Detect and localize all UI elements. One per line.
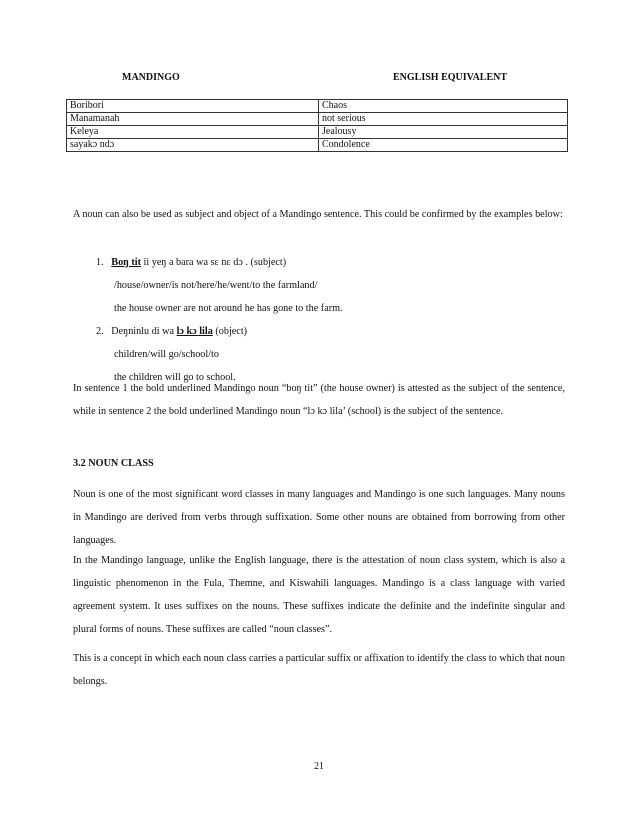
mandingo-cell: sayakɔ ndɔ xyxy=(67,139,319,152)
body-paragraph: In the Mandingo language, unlike the English language, there is the attestation of noun class system, which is also a linguistic phenomenon in the Fula, Themne, and Kiswahili languages. Mandingo is a class language with varied agreement system. It uses suffixes on the nouns. These suffixes indicate the definite and the indefinite singular and plural forms of nouns. These suffixes are called “noun classes”. xyxy=(73,555,565,635)
intro-paragraph: A noun can also be used as subject and object of a Mandingo sentence. This could be confirmed by the examples below: xyxy=(73,209,563,220)
example-sentence: ii yeŋ a bara wa sɛ nɛ dɔ . (subject) xyxy=(141,257,287,268)
table-row xyxy=(67,100,568,113)
vocabulary-table xyxy=(66,99,568,152)
example-sentence-start: Deŋninlu di wa xyxy=(111,326,177,337)
object-noun: lɔ kɔ lila xyxy=(176,326,213,337)
table-row xyxy=(67,139,568,152)
english-cell: not serious xyxy=(319,113,568,126)
column-header-mandingo: MANDINGO xyxy=(122,72,180,83)
example-1-translation: the house owner are not around he has gone to the farm. xyxy=(114,303,343,314)
example-2 xyxy=(96,326,247,337)
body-paragraph: Noun is one of the most significant word classes in many languages and Mandingo is one such languages. Many nouns in Mandingo are derived from verbs through suffixation. Some other nouns are obtained from borrowing from other languages. xyxy=(73,489,565,546)
example-sentence-end: (object) xyxy=(212,326,248,337)
english-cell: Chaos xyxy=(319,100,568,113)
example-2-gloss: children/will go/school/to xyxy=(114,349,219,360)
subject-noun: Boŋ tit xyxy=(111,257,141,268)
page-number: 21 xyxy=(314,761,324,772)
body-paragraph: This is a concept in which each noun class carries a particular suffix or affixation to identify the class to which that noun belongs. xyxy=(73,653,565,687)
mandingo-cell: Keleya xyxy=(67,126,319,139)
example-1 xyxy=(96,257,286,268)
example-1-gloss: /house/owner/is not/here/he/went/to the farmland/ xyxy=(114,280,318,291)
section-heading: 3.2 NOUN CLASS xyxy=(73,458,154,469)
example-number: 1. xyxy=(96,257,104,268)
english-cell: Condolence xyxy=(319,139,568,152)
table-row xyxy=(67,126,568,139)
table-row xyxy=(67,113,568,126)
mandingo-cell: Manamanah xyxy=(67,113,319,126)
english-cell: Jealousy xyxy=(319,126,568,139)
example-number: 2. xyxy=(96,326,104,337)
explanation-paragraph: In sentence 1 the bold underlined Mandingo noun “boŋ tit” (the house owner) is attested as the subject of the sentence, while in sentence 2 the bold underlined Mandingo noun “lɔ kɔ lila’ (school) is the subject of the sentence. xyxy=(73,383,565,417)
column-header-english: ENGLISH EQUIVALENT xyxy=(393,72,508,83)
example-2-translation: the children will go to school. xyxy=(114,372,236,383)
mandingo-cell: Boribori xyxy=(67,100,319,113)
